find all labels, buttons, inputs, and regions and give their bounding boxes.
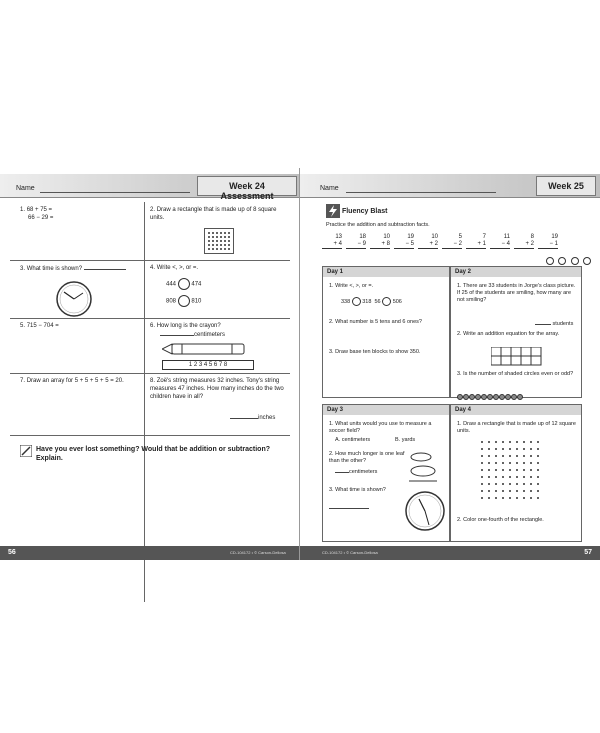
day-1: Day 1 1. Write <, >, or =. 338 318 56 506 2. What number is 5 tens and 6 ones? 3. Draw base ten blocks to show 350. [322,266,450,398]
question-4: 4. Write <, >, or =. 444 474 808 810 [150,264,290,307]
fact-problem: 19 − 5 [394,234,414,249]
crayon-icon [162,343,262,355]
divider [10,260,290,261]
workbook-spread [0,168,600,560]
fact-problem: 10 + 2 [418,234,438,249]
fact-problem: 10 + 8 [370,234,390,249]
question-6: 6. How long is the crayon? centimeters 1 2 3 4 5 6 7 8 [150,322,290,370]
fact-problem: 5 − 2 [442,234,462,249]
left-footer [0,546,299,560]
left-page [0,168,300,560]
day-3: Day 3 1. What units would you use to measure a soccer field? A. centimeters B. yards 2. How much longer is one leaf than the other? centimeters 3. What time is shown? [322,404,450,542]
array-grid [491,347,551,367]
right-header [300,174,600,198]
question-3: 3. What time is shown? [20,264,140,322]
fact-problem: 19 − 1 [538,234,558,249]
page-number: 56 [8,549,16,556]
clock-icon [403,489,447,533]
name-label: Name [320,185,339,192]
dot-grid [204,228,234,254]
page-title: Week 25 [536,176,596,196]
question-5: 5. 715 − 704 = [20,323,59,329]
fact-problem: 13 + 4 [322,234,342,249]
day-label: Day 4 [451,405,581,415]
compare-row: 338 318 56 506 [341,298,402,305]
lightning-icon [326,204,340,218]
left-header [0,174,299,201]
day-label: Day 2 [451,267,581,277]
fact-problem: 7 + 1 [466,234,486,249]
right-page [300,168,600,560]
credit: CD-104172 • © Carson-Dellosa [322,550,378,555]
question-1: 1. 68 + 75 = 66 − 29 = [20,207,54,221]
compare-circle[interactable] [178,295,190,307]
fact-problem: 11 − 4 [490,234,510,249]
ruler: 1 2 3 4 5 6 7 8 [162,360,254,370]
question-2: 2. Draw a rectangle that is made up of 8 square units. [150,206,290,254]
name-label: Name [16,185,35,192]
page-title: Week 24 Assessment [197,176,297,196]
fact-problem: 8 + 2 [514,234,534,249]
students-answer: students [535,319,573,328]
divider [10,373,290,374]
question-8: 8. Zoë's string measures 32 inches. Tony's string measures 47 inches. How many inches do the two children have in all? inches [150,378,284,421]
fact-row [322,232,582,250]
pencil-icon [20,445,32,457]
writing-prompt: Have you ever lost something? Would that be addition or subtraction? Explain. [20,445,280,463]
right-footer [300,546,600,560]
dot-grid [481,441,539,499]
question-7: 7. Draw an array for 5 + 5 + 5 + 5 = 20. [20,378,124,384]
day-label: Day 1 [323,267,449,277]
name-line [40,192,190,193]
leaf-icon [409,451,437,485]
divider [10,435,290,436]
fluency-header: Fluency Blast [326,204,387,218]
day-2: Day 2 1. There are 33 students in Jorge's class picture. If 25 of the students are smiling, how many are not smiling? students 2. Write an addition equation for the array. 3. Is the number of shaded circles even or odd? [450,266,582,398]
day-label: Day 3 [323,405,449,415]
name-line [346,192,496,193]
fact-problem: 18 − 9 [346,234,366,249]
page-number: 57 [584,549,592,556]
clock-icon [50,279,100,319]
day-4: Day 4 1. Draw a rectangle that is made up of 12 square units. 2. Color one-fourth of the rectangle. [450,404,582,542]
credit: CD-104172 • © Carson-Dellosa [230,550,286,555]
fluency-instructions: Practice the addition and subtraction facts. [326,222,430,228]
compare-circle[interactable] [178,278,190,290]
divider [144,202,145,602]
